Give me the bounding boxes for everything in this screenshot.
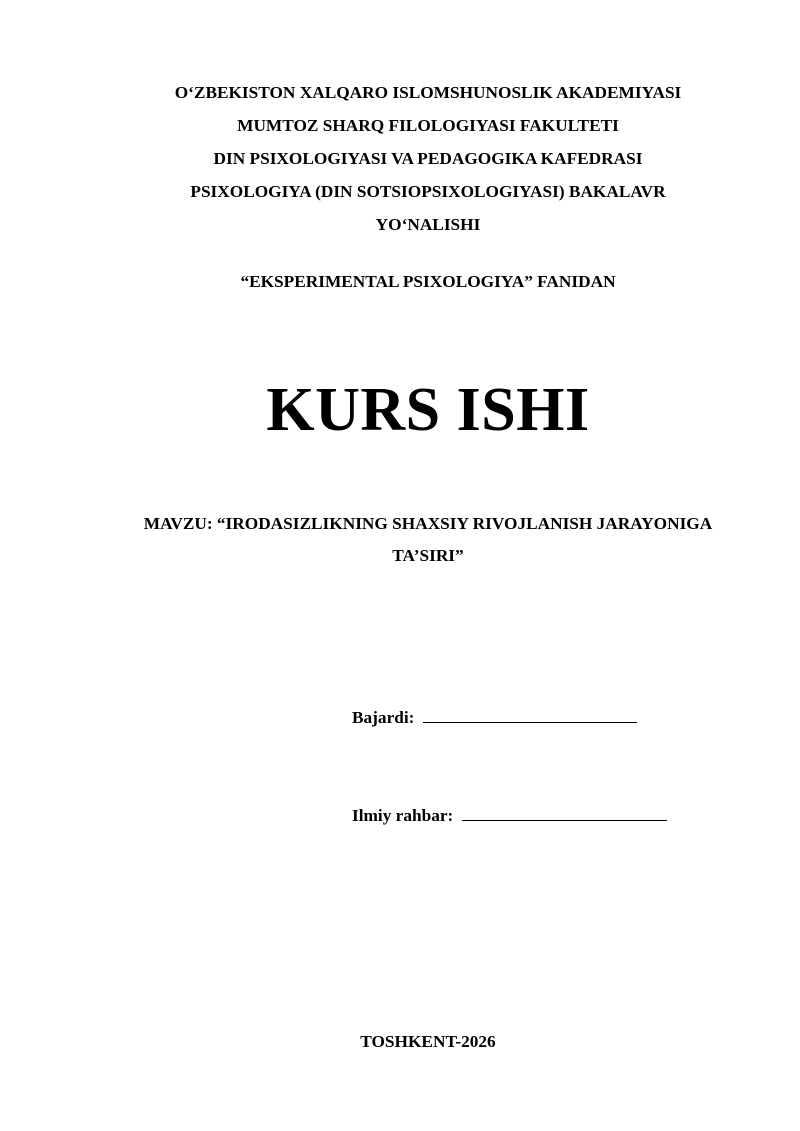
topic-block [0,508,800,572]
performer-label: Bajardi: [352,708,415,727]
institution-header [0,76,800,241]
program-name: PSIXOLOGIYA (DIN SOTSIOPSIXOLOGIYASI) BAKALAVR [190,182,666,201]
performer-blank-line [423,706,637,723]
document-title: KURS ISHI [266,376,590,444]
supervisor-blank-line [462,804,667,821]
academy-name: O‘ZBEKISTON XALQARO ISLOMSHUNOSLIK AKADEMIYASI [174,83,682,102]
supervisor-label: Ilmiy rahbar: [352,806,454,825]
subject-line: “EKSPERIMENTAL PSIXOLOGIYA” FANIDAN [240,272,616,291]
city-year: TOSHKENT-2026 [360,1032,496,1051]
topic-line-2: TA’SIRI” [392,546,464,565]
performer-signature-row [352,706,637,730]
supervisor-signature-row [352,804,667,828]
faculty-name: MUMTOZ SHARQ FILOLOGIYASI FAKULTETI [237,116,619,135]
program-direction: YO‘NALISHI [375,215,481,234]
department-name: DIN PSIXOLOGIYASI VA PEDAGOGIKA KAFEDRASI [213,149,643,168]
topic-line-1: MAVZU: “IRODASIZLIKNING SHAXSIY RIVOJLANISH JARAYONIGA [143,514,713,533]
